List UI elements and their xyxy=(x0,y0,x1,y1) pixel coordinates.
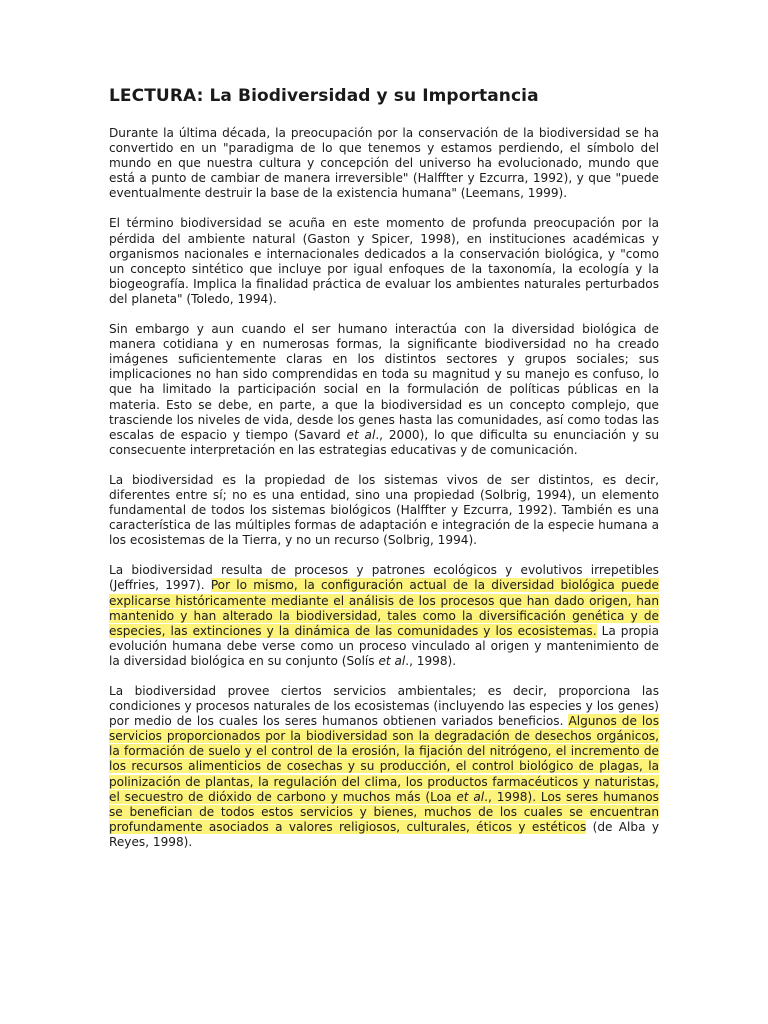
text-run: El término biodiversidad se acuña en este momento de profunda preocupación por la pérdida del ambiente natural (Gaston y Spicer, 1998), en instituciones académicas y organismos nacionales e internacionales dedicados a la conservación biológica, y "como un concepto sintético que incluye por igual enfoques de la taxonomía, la ecología y la biogeografía. Implica la finalidad práctica de evaluar los ambientes naturales perturbados del planeta" (Toledo, 1994). xyxy=(109,216,659,306)
text-run: Durante la última década, la preocupación por la conservación de la biodiversidad se ha convertido en un "paradigma de lo que tenemos y estamos perdiendo, el símbolo del mundo en que nuestra cultura y concepción del universo ha evolucionado, mundo que está a punto de cambiar de manera irreversible" (Halffter y Ezcurra, 1992), y que "puede eventualmente destruir la base de la existencia humana" (Leemans, 1999). xyxy=(109,126,659,201)
text-run: La biodiversidad es la propiedad de los sistemas vivos de ser distintos, es decir, diferentes entre sí; no es una entidad, sino una propiedad (Solbrig, 1994), un elemento fundamental de todos los sistemas biológicos (Halffter y Ezcurra, 1992). También es una característica de las múltiples formas de adaptación e integración de la especie humana a los ecosistemas de la Tierra, y no un recurso (Solbrig, 1994). xyxy=(109,472,659,548)
text-run-italic: et al xyxy=(378,653,406,668)
text-run: La propia evolución humana debe verse como un proceso vinculado al origen y mantenimiento de la diversidad biológica en su conjunto (Solís xyxy=(109,623,659,668)
paragraph-6 xyxy=(109,684,659,850)
text-run: (de Alba y Reyes, 1998). xyxy=(109,819,659,849)
text-run-italic: et al xyxy=(346,427,376,442)
highlighted-text: ., 1998). Los seres humanos se benefician de todos estos servicios y bienes, muchos de los cuales se encuentran profundamente asociados a valores religiosos, culturales, éticos y estéticos xyxy=(109,789,659,834)
highlighted-text: Algunos de los servicios proporcionados por la biodiversidad son la degradación de desechos orgánicos, la formación de suelo y el control de la erosión, la fijación del nitrógeno, el incremento de los recursos alimenticios de cosechas y su producción, el control biológico de plagas, la polinización de plantas, la regulación del clima, los productos farmacéuticos y naturistas, el secuestro de dióxido de carbono y muchos más (Loa xyxy=(109,714,659,804)
text-run: La biodiversidad provee ciertos servicios ambientales; es decir, proporciona las condiciones y procesos naturales de los ecosistemas (incluyendo las especies y los genes) por medio de los cuales los seres humanos obtienen variados beneficios. xyxy=(109,684,659,729)
text-run: ., 1998). xyxy=(405,653,457,668)
paragraph-4 xyxy=(109,473,659,548)
highlighted-text-italic: et al xyxy=(456,789,485,804)
paragraph-1 xyxy=(109,126,659,201)
text-run: La biodiversidad resulta de procesos y patrones ecológicos y evolutivos irrepetibles (Jeffries, 1997). xyxy=(109,563,659,593)
paragraph-2 xyxy=(109,216,659,307)
paragraph-5 xyxy=(109,563,659,669)
highlighted-text: Por lo mismo, la configuración actual de la diversidad biológica puede explicarse históricamente mediante el análisis de los procesos que han dado origen, han mantenido y han alterado la biodiversidad, tales como la diversificación genética y de especies, las extinciones y la dinámica de las comunidades y los ecosistemas. xyxy=(109,578,659,638)
text-run: Sin embargo y aun cuando el ser humano interactúa con la diversidad biológica de manera cotidiana y en numerosas formas, la significante biodiversidad no ha creado imágenes suficientemente claras en los distintos sectores y grupos sociales; sus implicaciones no han sido comprendidas en toda su magnitud y su manejo es confuso, lo que ha limitado la participación social en la formulación de políticas públicas en la materia. Esto se debe, en parte, a que la biodiversidad es un concepto complejo, que trasciende los niveles de vida, desde los genes hasta las comunidades, así como todas las escalas de espacio y tiempo (Savard xyxy=(109,322,659,442)
page-title: LECTURA: La Biodiversidad y su Importancia xyxy=(109,86,539,106)
paragraph-3 xyxy=(109,322,659,458)
text-run: ., 2000), lo que dificulta su enunciación y su consecuente interpretación en las estrategias educativas y de comunicación. xyxy=(109,427,659,457)
